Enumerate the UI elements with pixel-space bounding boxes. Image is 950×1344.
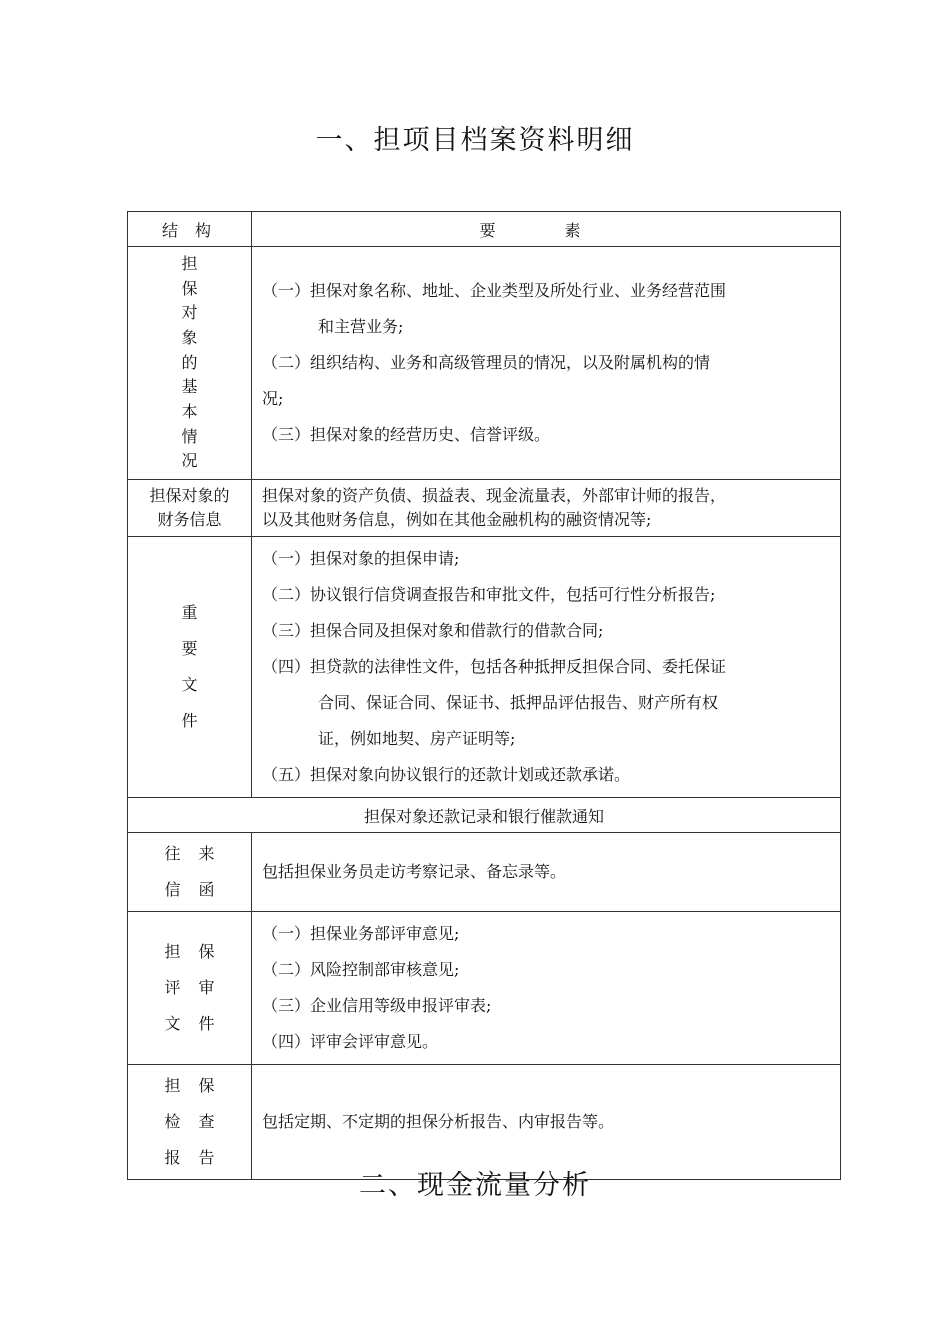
section-title: 二、现金流量分析 xyxy=(359,1170,591,1201)
check-label: 担 保 检 查 报 告 xyxy=(128,1065,252,1180)
table-row-financial xyxy=(128,480,841,537)
review-content: （一）担保业务部评审意见; （二）风险控制部审核意见; （三）企业信用等级申报评审表; （四）评审会评审意见。 xyxy=(252,912,841,1065)
review-label: 担 保 评 审 文 件 xyxy=(128,912,252,1065)
documents-label: 重 要 文 件 xyxy=(128,537,252,798)
repayment-record-cell: 担保对象还款记录和银行催款通知 xyxy=(128,798,841,833)
letters-content: 包括担保业务员走访考察记录、备忘录等。 xyxy=(252,833,841,912)
table-row-review xyxy=(128,912,841,1065)
table-row-repayment xyxy=(128,798,841,833)
check-content: 包括定期、不定期的担保分析报告、内审报告等。 xyxy=(252,1065,841,1180)
documents-content: （一）担保对象的担保申请; （二）协议银行信贷调查报告和审批文件，包括可行性分析报告; （三）担保合同及担保对象和借款行的借款合同; （四）担贷款的法律性文件，包括各种抵押反担保合同、委托保证 合同、保证合同、保证书、抵押品评估报告、财产所有权 证，例如地契、房产证明等; （五）担保对象向协议银行的还款计划或还款承诺。 xyxy=(252,537,841,798)
letters-label: 往 来 信 函 xyxy=(128,833,252,912)
header-structure: 结 构 xyxy=(128,212,252,247)
table-row-letters xyxy=(128,833,841,912)
table-row-basic-info xyxy=(128,247,841,480)
financial-label: 担保对象的 财务信息 xyxy=(128,480,252,537)
table-row-documents xyxy=(128,537,841,798)
table-header-row xyxy=(128,212,841,247)
basic-info-content: （一）担保对象名称、地址、企业类型及所处行业、业务经营范围 和主营业务; （二）组织结构、业务和高级管理员的情况，以及附属机构的情 况; （三）担保对象的经营历史、信誉评级。 xyxy=(252,247,841,480)
archive-table xyxy=(127,211,841,1180)
basic-info-label: 担 保 对 象 的 基 本 情 况 xyxy=(128,247,252,480)
financial-content: 担保对象的资产负债、损益表、现金流量表，外部审计师的报告， 以及其他财务信息，例如在其他金融机构的融资情况等; xyxy=(252,480,841,537)
header-elements: 要 素 xyxy=(252,212,841,247)
page-title: 一、担项目档案资料明细 xyxy=(315,125,635,156)
